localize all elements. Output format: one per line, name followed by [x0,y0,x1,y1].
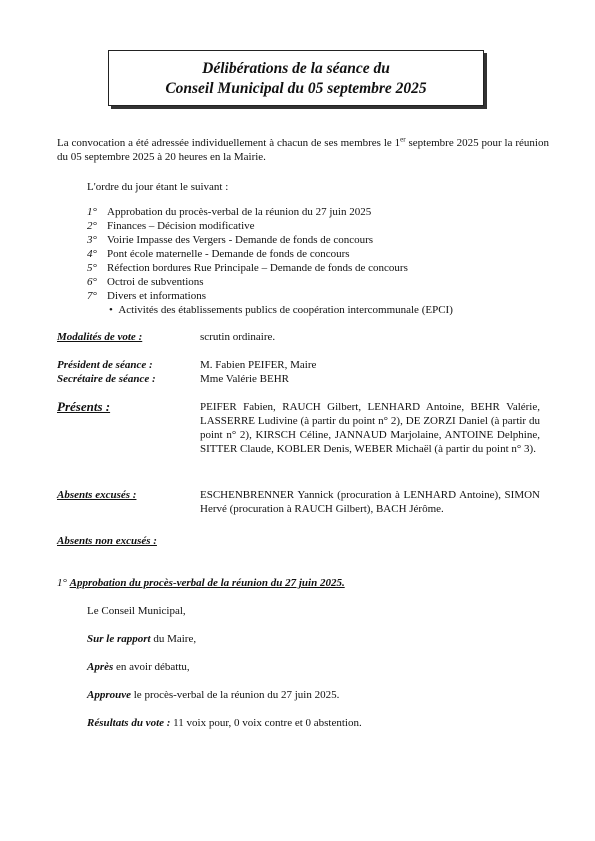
vote-mode-label: Modalités de vote : [57,331,143,343]
intro-text-b: septembre 2025 pour la réunion du 05 septembre 2025 à 20 heures en la Mairie. [57,137,549,163]
agenda-item-num: 2° [87,220,97,232]
agenda-item-num: 5° [87,262,97,274]
absents-excused-label: Absents excusés : [57,489,137,501]
bullet-icon: • [109,304,119,316]
agenda-item-text: Réfection bordures Rue Principale – Demande de fonds de concours [107,262,408,274]
agenda-item-text: Finances – Décision modificative [107,220,255,232]
secretary-value: Mme Valérie BEHR [200,373,290,385]
agenda-item-text: Divers et informations [107,290,206,302]
agenda-item [87,275,547,289]
agenda-item-text: Pont école maternelle - Demande de fonds de concours [107,248,350,260]
section-1-num: 1° [57,577,67,589]
intro-paragraph [57,136,549,164]
intro-superscript: er [400,135,406,144]
agenda-item-text: Voirie Impasse des Vergers - Demande de fonds de concours [107,234,374,246]
presents-label: Présents : [57,399,111,414]
approve-rest: le procès-verbal de la réunion du 27 juin 2025. [131,689,340,701]
debate-em: Après [87,661,114,673]
result-em: Résultats du vote : [87,717,171,729]
report-rest: du Maire, [150,633,197,645]
agenda-item [87,261,547,275]
council-line: Le Conseil Municipal, [87,605,186,617]
debate-line [87,660,190,674]
secretary-label: Secrétaire de séance : [57,373,156,385]
result-rest: 11 voix pour, 0 voix contre et 0 abstention. [170,717,362,729]
vote-result-line [87,716,362,730]
agenda-item [87,289,547,303]
agenda-item [87,233,547,247]
presents-value: PEIFER Fabien, RAUCH Gilbert, LENHARD Antoine, BEHR Valérie, LASSERRE Ludivine (à partir du point n° 2), DE ZORZI Daniel (à partir du point n° 2), KIRSCH Céline, JANNAUD Marjolaine, ANTOINE Delphine, SITTER Claude, KOBLER Denis, WEBER Michaël (à partir du point n° 3). [200,401,540,455]
agenda-subitem [109,303,547,317]
report-em: Sur le rapport [87,633,151,645]
absents-unexcused-label: Absents non excusés : [57,535,157,547]
agenda-item-num: 6° [87,276,97,288]
title-box [108,50,484,106]
vote-mode-value: scrutin ordinaire. [200,331,276,343]
agenda-item-num: 4° [87,248,97,260]
agenda-item-num: 1° [87,206,97,218]
report-line [87,632,196,646]
agenda-list [87,205,547,317]
agenda-item [87,219,547,233]
president-value: M. Fabien PEIFER, Maire [200,359,317,371]
president-label: Président de séance : [57,359,153,371]
agenda-item-num: 3° [87,234,97,246]
agenda-item-text: Approbation du procès-verbal de la réunion du 27 juin 2025 [107,206,372,218]
page-title-line-2: Conseil Municipal du 05 septembre 2025 [165,80,427,97]
agenda-item-num: 7° [87,290,97,302]
agenda-lead: L'ordre du jour étant le suivant : [87,181,229,193]
approve-line [87,688,339,702]
approve-em: Approuve [87,689,131,701]
section-1-title: Approbation du procès-verbal de la réunion du 27 juin 2025. [69,577,345,589]
page-title-line-1: Délibérations de la séance du [202,60,390,77]
agenda-item [87,205,547,219]
intro-text-a: La convocation a été adressée individuellement à chacun de ses membres le 1 [57,137,401,149]
agenda-subitem-text: Activités des établissements publics de coopération intercommunale (EPCI) [118,304,453,316]
section-1-heading [57,576,345,590]
absents-excused-value: ESCHENBRENNER Yannick (procuration à LENHARD Antoine), SIMON Hervé (procuration à RAUCH Gilbert), BACH Jérôme. [200,489,540,515]
agenda-item-text: Octroi de subventions [107,276,204,288]
debate-rest: en avoir débattu, [113,661,190,673]
agenda-item [87,247,547,261]
